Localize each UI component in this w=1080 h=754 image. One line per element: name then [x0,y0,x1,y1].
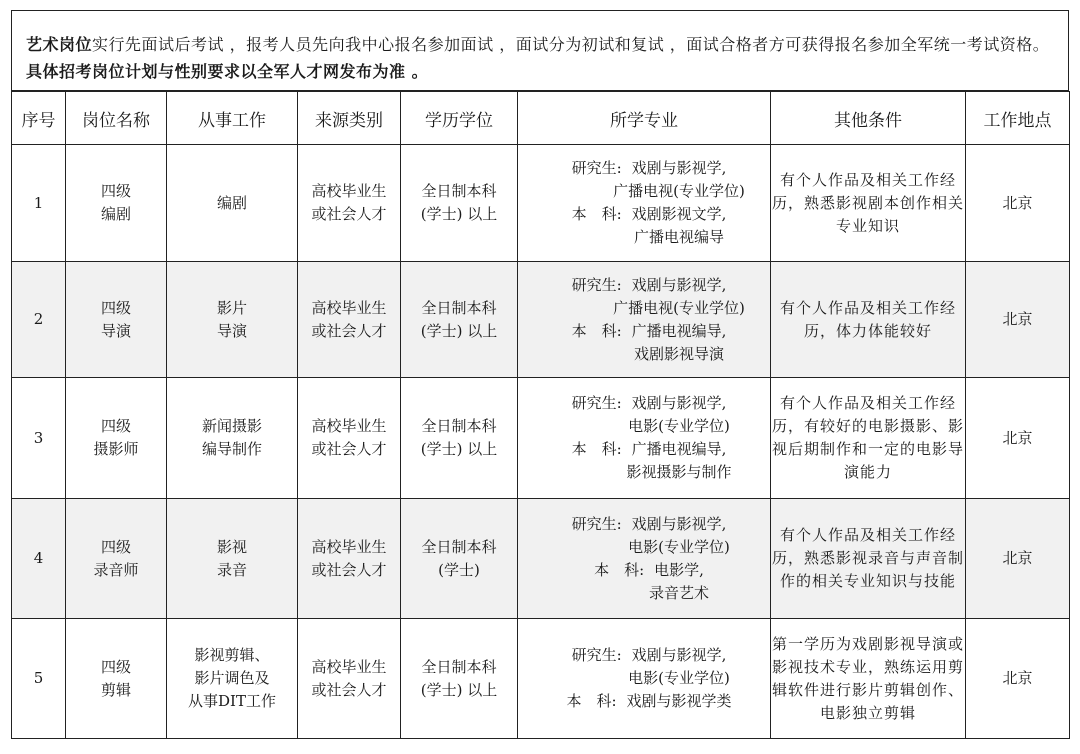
cell-source [298,499,401,619]
major-name: 广播电视(专业学位) [613,298,745,317]
table-row [12,262,1070,378]
major-name: 戏剧与影视学, [631,646,727,664]
cell-source [298,145,401,262]
header-major: 所学专业 [518,92,771,145]
major-line [518,274,770,297]
work-line: 新闻摄影 [201,417,262,435]
major-name: 电影(专业学位) [628,669,730,687]
cell-major [518,499,771,619]
cell-conditions: 有个人作品及相关工作经历，熟悉影视录音与声音制作的相关专业知识与技能 [771,499,966,619]
position-line: 四级 [100,657,131,676]
major-degree-label: 本 科: [594,560,645,579]
work-line: 影片调色及 [194,669,270,687]
education-line: 全日制本科 [421,298,497,317]
work-line: 录音 [216,560,247,579]
source-line: 高校毕业生 [311,182,387,200]
header-no: 序号 [12,92,66,145]
education-line: 全日制本科 [421,657,497,676]
major-line [518,180,770,203]
source-line: 高校毕业生 [311,417,387,435]
major-name: 戏剧与影视学, [631,394,727,412]
cell-location: 北京 [966,145,1070,262]
major-name: 广播电视编导, [631,321,727,340]
cell-position [66,499,167,619]
education-line: (学士) [438,560,480,579]
table-row [12,499,1070,619]
education-line: 全日制本科 [421,537,497,556]
source-line: 或社会人才 [311,321,387,340]
major-degree-label: 研究生: [571,159,622,177]
source-line: 高校毕业生 [311,657,387,676]
cell-education [401,619,518,739]
education-line: (学士) 以上 [420,205,498,223]
major-name: 戏剧影视文学, [631,205,727,223]
major-line [518,203,770,226]
major-name: 广播电视编导, [631,440,727,458]
cell-source [298,619,401,739]
position-line: 四级 [100,182,131,200]
major-name: 戏剧与影视学类 [626,692,732,710]
intro-lead: 艺术岗位 [26,35,93,54]
major-degree-label: 本 科: [571,205,622,223]
cell-work [167,378,298,499]
header-education: 学历学位 [401,92,518,145]
table-row [12,619,1070,739]
major-name: 电影(专业学位) [628,537,730,556]
major-line [518,157,770,180]
work-line: 影片 [216,298,247,317]
cell-education [401,262,518,378]
cell-no: 1 [12,145,66,262]
cell-position [66,378,167,499]
position-line: 四级 [100,298,131,317]
header-conditions: 其他条件 [771,92,966,145]
position-line: 摄影师 [93,440,139,458]
major-line [518,297,770,320]
position-line: 剪辑 [100,680,131,699]
cell-location: 北京 [966,499,1070,619]
major-line [518,343,770,366]
major-name: 电影(专业学位) [628,417,730,435]
cell-conditions: 第一学历为戏剧影视导演或影视技术专业，熟练运用剪辑软件进行影片剪辑创作、电影独立剪辑 [771,619,966,739]
cell-work [167,145,298,262]
table-row [12,145,1070,262]
education-line: (学士) 以上 [420,440,498,458]
education-line: 全日制本科 [421,182,497,200]
intro-tail: 具体招考岗位计划与性别要求以全军人才网发布为准 。 [26,62,429,81]
cell-source [298,378,401,499]
cell-conditions: 有个人作品及相关工作经历，熟悉影视剧本创作相关专业知识 [771,145,966,262]
cell-work [167,619,298,739]
major-line [518,513,770,536]
cell-education [401,378,518,499]
cell-conditions: 有个人作品及相关工作经历，体力体能较好 [771,262,966,378]
position-line: 四级 [100,537,131,556]
recruitment-document [10,10,1070,722]
cell-location: 北京 [966,619,1070,739]
major-line [518,438,770,461]
education-line: 全日制本科 [421,417,497,435]
major-line [518,582,770,605]
major-degree-label: 本 科: [571,321,622,340]
work-line: 影视 [216,537,247,556]
source-line: 或社会人才 [311,560,387,579]
cell-no: 2 [12,262,66,378]
major-line [518,392,770,415]
major-name: 戏剧与影视学, [631,275,727,294]
source-line: 或社会人才 [311,440,387,458]
positions-table [11,91,1070,739]
work-line: 影视剪辑、 [194,646,270,664]
cell-conditions: 有个人作品及相关工作经历，有较好的电影摄影、影视后期制作和一定的电影导演能力 [771,378,966,499]
cell-work [167,262,298,378]
major-line [518,690,770,713]
major-name: 录音艺术 [648,583,709,602]
cell-work [167,499,298,619]
major-degree-label: 研究生: [571,394,622,412]
cell-source [298,262,401,378]
header-location: 工作地点 [966,92,1070,145]
table-row [12,378,1070,499]
source-line: 或社会人才 [311,205,387,223]
major-degree-label: 研究生: [571,275,622,294]
source-line: 高校毕业生 [311,298,387,317]
education-line: (学士) 以上 [420,321,498,340]
position-line: 编剧 [100,205,131,223]
major-name: 广播电视编导 [633,228,724,246]
cell-position [66,619,167,739]
major-line [518,644,770,667]
major-line [518,415,770,438]
work-line: 编剧 [216,193,247,212]
work-line: 从事DIT工作 [188,692,276,710]
source-line: 或社会人才 [311,680,387,699]
major-name: 戏剧与影视学, [631,159,727,177]
major-name: 戏剧影视导演 [633,344,724,363]
cell-major [518,619,771,739]
position-line: 录音师 [93,560,139,579]
cell-no: 4 [12,499,66,619]
work-line: 导演 [216,321,247,340]
header-work: 从事工作 [167,92,298,145]
cell-location: 北京 [966,378,1070,499]
table-header-row [12,92,1070,145]
major-degree-label: 本 科: [571,440,622,458]
major-line [518,461,770,484]
major-degree-label: 研究生: [571,514,622,533]
position-line: 四级 [100,417,131,435]
position-line: 导演 [100,321,131,340]
major-degree-label: 研究生: [571,646,622,664]
major-name: 戏剧与影视学, [631,514,727,533]
work-line: 编导制作 [201,440,262,458]
major-line [518,320,770,343]
major-line [518,667,770,690]
cell-major [518,262,771,378]
cell-education [401,499,518,619]
major-degree-label: 本 科: [566,692,617,710]
source-line: 高校毕业生 [311,537,387,556]
cell-position [66,145,167,262]
cell-major [518,378,771,499]
cell-education [401,145,518,262]
major-line [518,226,770,249]
major-line [518,536,770,559]
cell-location: 北京 [966,262,1070,378]
cell-no: 5 [12,619,66,739]
major-name: 广播电视(专业学位) [613,182,745,200]
education-line: (学士) 以上 [420,680,498,699]
cell-no: 3 [12,378,66,499]
intro-body: 实行先面试后考试 ，报考人员先向我中心报名参加面试 ，面试分为初试和复试 ，面试合格者方可获得报名参加全军统一考试资格。 [92,35,1050,54]
header-position: 岗位名称 [66,92,167,145]
intro-notice [11,10,1069,91]
header-source: 来源类别 [298,92,401,145]
major-name: 影视摄影与制作 [626,463,732,481]
major-name: 电影学, [654,560,704,579]
cell-major [518,145,771,262]
cell-position [66,262,167,378]
major-line [518,559,770,582]
